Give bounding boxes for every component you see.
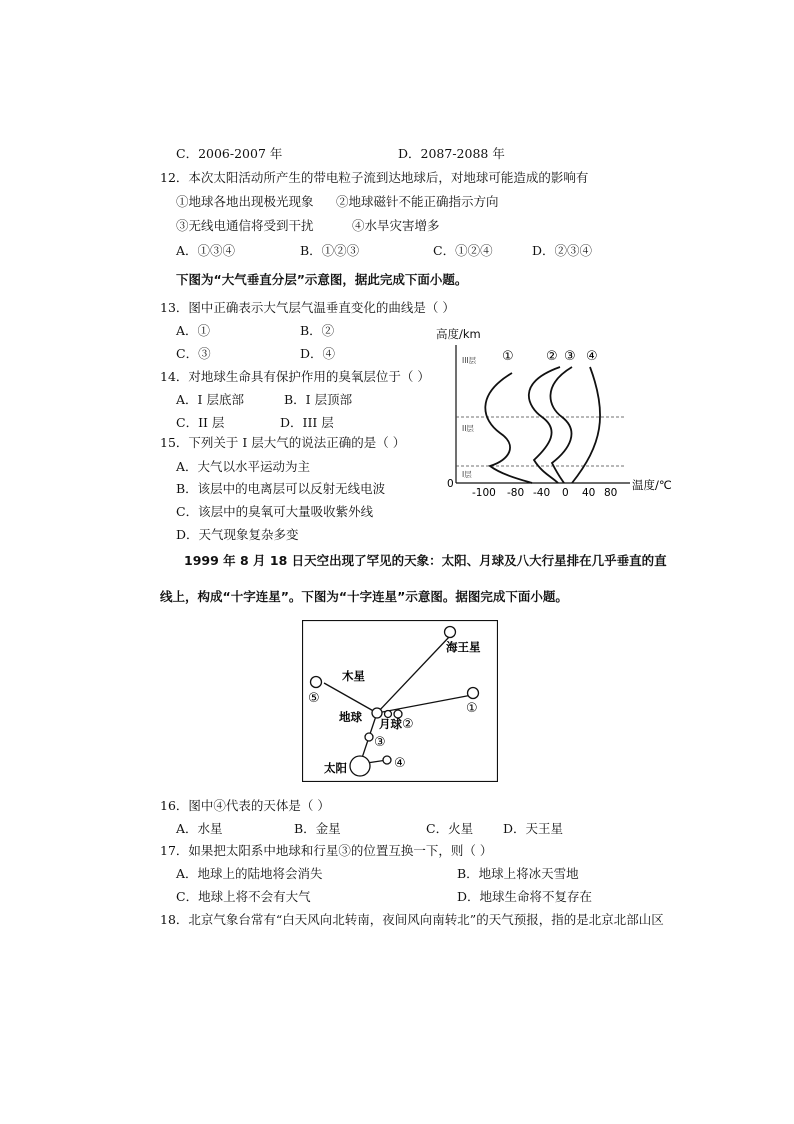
origin-label: 0 [447, 478, 454, 490]
q15-option-a: A．大气以水平运动为主 [176, 459, 311, 474]
q14-option-a: A．I 层底部 [176, 392, 244, 407]
q16-stem: 16．图中④代表的天体是（ ） [160, 798, 330, 813]
q13-option-a: A．① [176, 323, 211, 338]
planet-1-circle [468, 688, 479, 699]
q13-option-d: D．④ [300, 346, 336, 361]
q17-option-d: D．地球生命将不复存在 [457, 889, 593, 904]
q15-option-c: C．该层中的臭氧可大量吸收紫外线 [176, 504, 374, 519]
curve-3-label: ③ [564, 349, 576, 364]
q15-option-b: B．该层中的电离层可以反射无线电波 [176, 481, 386, 496]
x-tick-80: 80 [604, 487, 618, 499]
layer-iii-label: III层 [462, 356, 477, 365]
q16-option-d: D．天王星 [503, 821, 564, 836]
q16-option-c: C．火星 [426, 821, 474, 836]
curve-2-label: ② [546, 349, 558, 364]
x-tick--100: -100 [472, 487, 496, 499]
x-tick-0: 0 [562, 487, 569, 499]
x-tick--80: -80 [507, 487, 525, 499]
y-axis-label: 高度/km [436, 327, 481, 341]
q13-stem: 13．图中正确表示大气层气温垂直变化的曲线是（ ） [160, 300, 455, 315]
neptune-circle [445, 627, 456, 638]
q12-statement-3: ③无线电通信将受到干扰 [176, 218, 314, 233]
q12-option-d: D．②③④ [532, 243, 593, 258]
q15-option-d: D．天气现象复杂多变 [176, 527, 299, 542]
marker-4: ④ [394, 756, 406, 771]
planet-5-circle [311, 677, 322, 688]
q17-stem: 17．如果把太阳系中地球和行星③的位置互换一下，则（ ） [160, 843, 493, 858]
q15-stem: 15．下列关于 I 层大气的说法正确的是（ ） [160, 435, 406, 450]
q13-option-b: B．② [300, 323, 335, 338]
q14-option-d: D．III 层 [280, 415, 334, 430]
intro-cross-alignment-line2: 线上，构成“十字连星”。下图为“十字连星”示意图。据图完成下面小题。 [160, 589, 568, 604]
q12-option-a: A．①③④ [176, 243, 236, 258]
q12-stem: 12．本次太阳活动所产生的带电粒子流到达地球后，对地球可能造成的影响有 [160, 170, 589, 185]
q12-statement-2: ②地球磁针不能正确指示方向 [336, 194, 499, 209]
sun-label: 太阳 [324, 761, 347, 775]
q17-option-c: C．地球上将不会有大气 [176, 889, 311, 904]
q17-option-a: A．地球上的陆地将会消失 [176, 866, 323, 881]
q12-option-b: B．①②③ [300, 243, 360, 258]
curve-4-label: ④ [586, 349, 598, 364]
curve-1 [485, 373, 532, 483]
moon-label: 月球 [379, 717, 402, 731]
q14-stem: 14．对地球生命具有保护作用的臭氧层位于（ ） [160, 369, 430, 384]
x-axis-label: 温度/℃ [632, 478, 672, 492]
x-tick-40: 40 [582, 487, 596, 499]
marker-1: ① [466, 701, 478, 716]
q12-statement-1: ①地球各地出现极光现象 [176, 194, 314, 209]
marker-5: ⑤ [308, 691, 320, 706]
q16-option-b: B．金星 [294, 821, 341, 836]
curve-1-label: ① [502, 349, 514, 364]
q18-stem: 18．北京气象台常有“白天风向北转南，夜间风向南转北”的天气预报，指的是北京北部山区 [160, 912, 664, 927]
q14-option-c: C．II 层 [176, 415, 225, 430]
atmosphere-layer-diagram [430, 325, 680, 500]
layer-ii-label: II层 [462, 424, 474, 433]
planet-3-circle [365, 733, 373, 741]
q16-option-a: A．水星 [176, 821, 223, 836]
marker-2: ② [402, 717, 414, 732]
layer-i-label: I层 [462, 470, 472, 479]
cross-alignment-diagram [302, 620, 498, 782]
sun-circle [350, 756, 370, 776]
intro-cross-alignment-line1: 1999 年 8 月 18 日天空出现了罕见的天象：太阳、月球及八大行星排在几乎垂直的直 [184, 553, 667, 568]
q14-option-b: B．I 层顶部 [284, 392, 353, 407]
q11-option-d: D．2087-2088 年 [398, 146, 505, 161]
jupiter-label: 木星 [342, 669, 365, 683]
q12-option-c: C．①②④ [433, 243, 493, 258]
earth-label: 地球 [339, 710, 362, 724]
q17-option-b: B．地球上将冰天雪地 [457, 866, 579, 881]
neptune-label: 海王星 [446, 640, 481, 654]
x-tick--40: -40 [533, 487, 551, 499]
marker-3: ③ [374, 735, 386, 750]
q12-statement-4: ④水旱灾害增多 [352, 218, 440, 233]
intro-atmosphere: 下图为“大气垂直分层”示意图，据此完成下面小题。 [176, 272, 468, 287]
q11-option-c: C．2006-2007 年 [176, 146, 283, 161]
planet-4-circle [383, 756, 391, 764]
q13-option-c: C．③ [176, 346, 211, 361]
